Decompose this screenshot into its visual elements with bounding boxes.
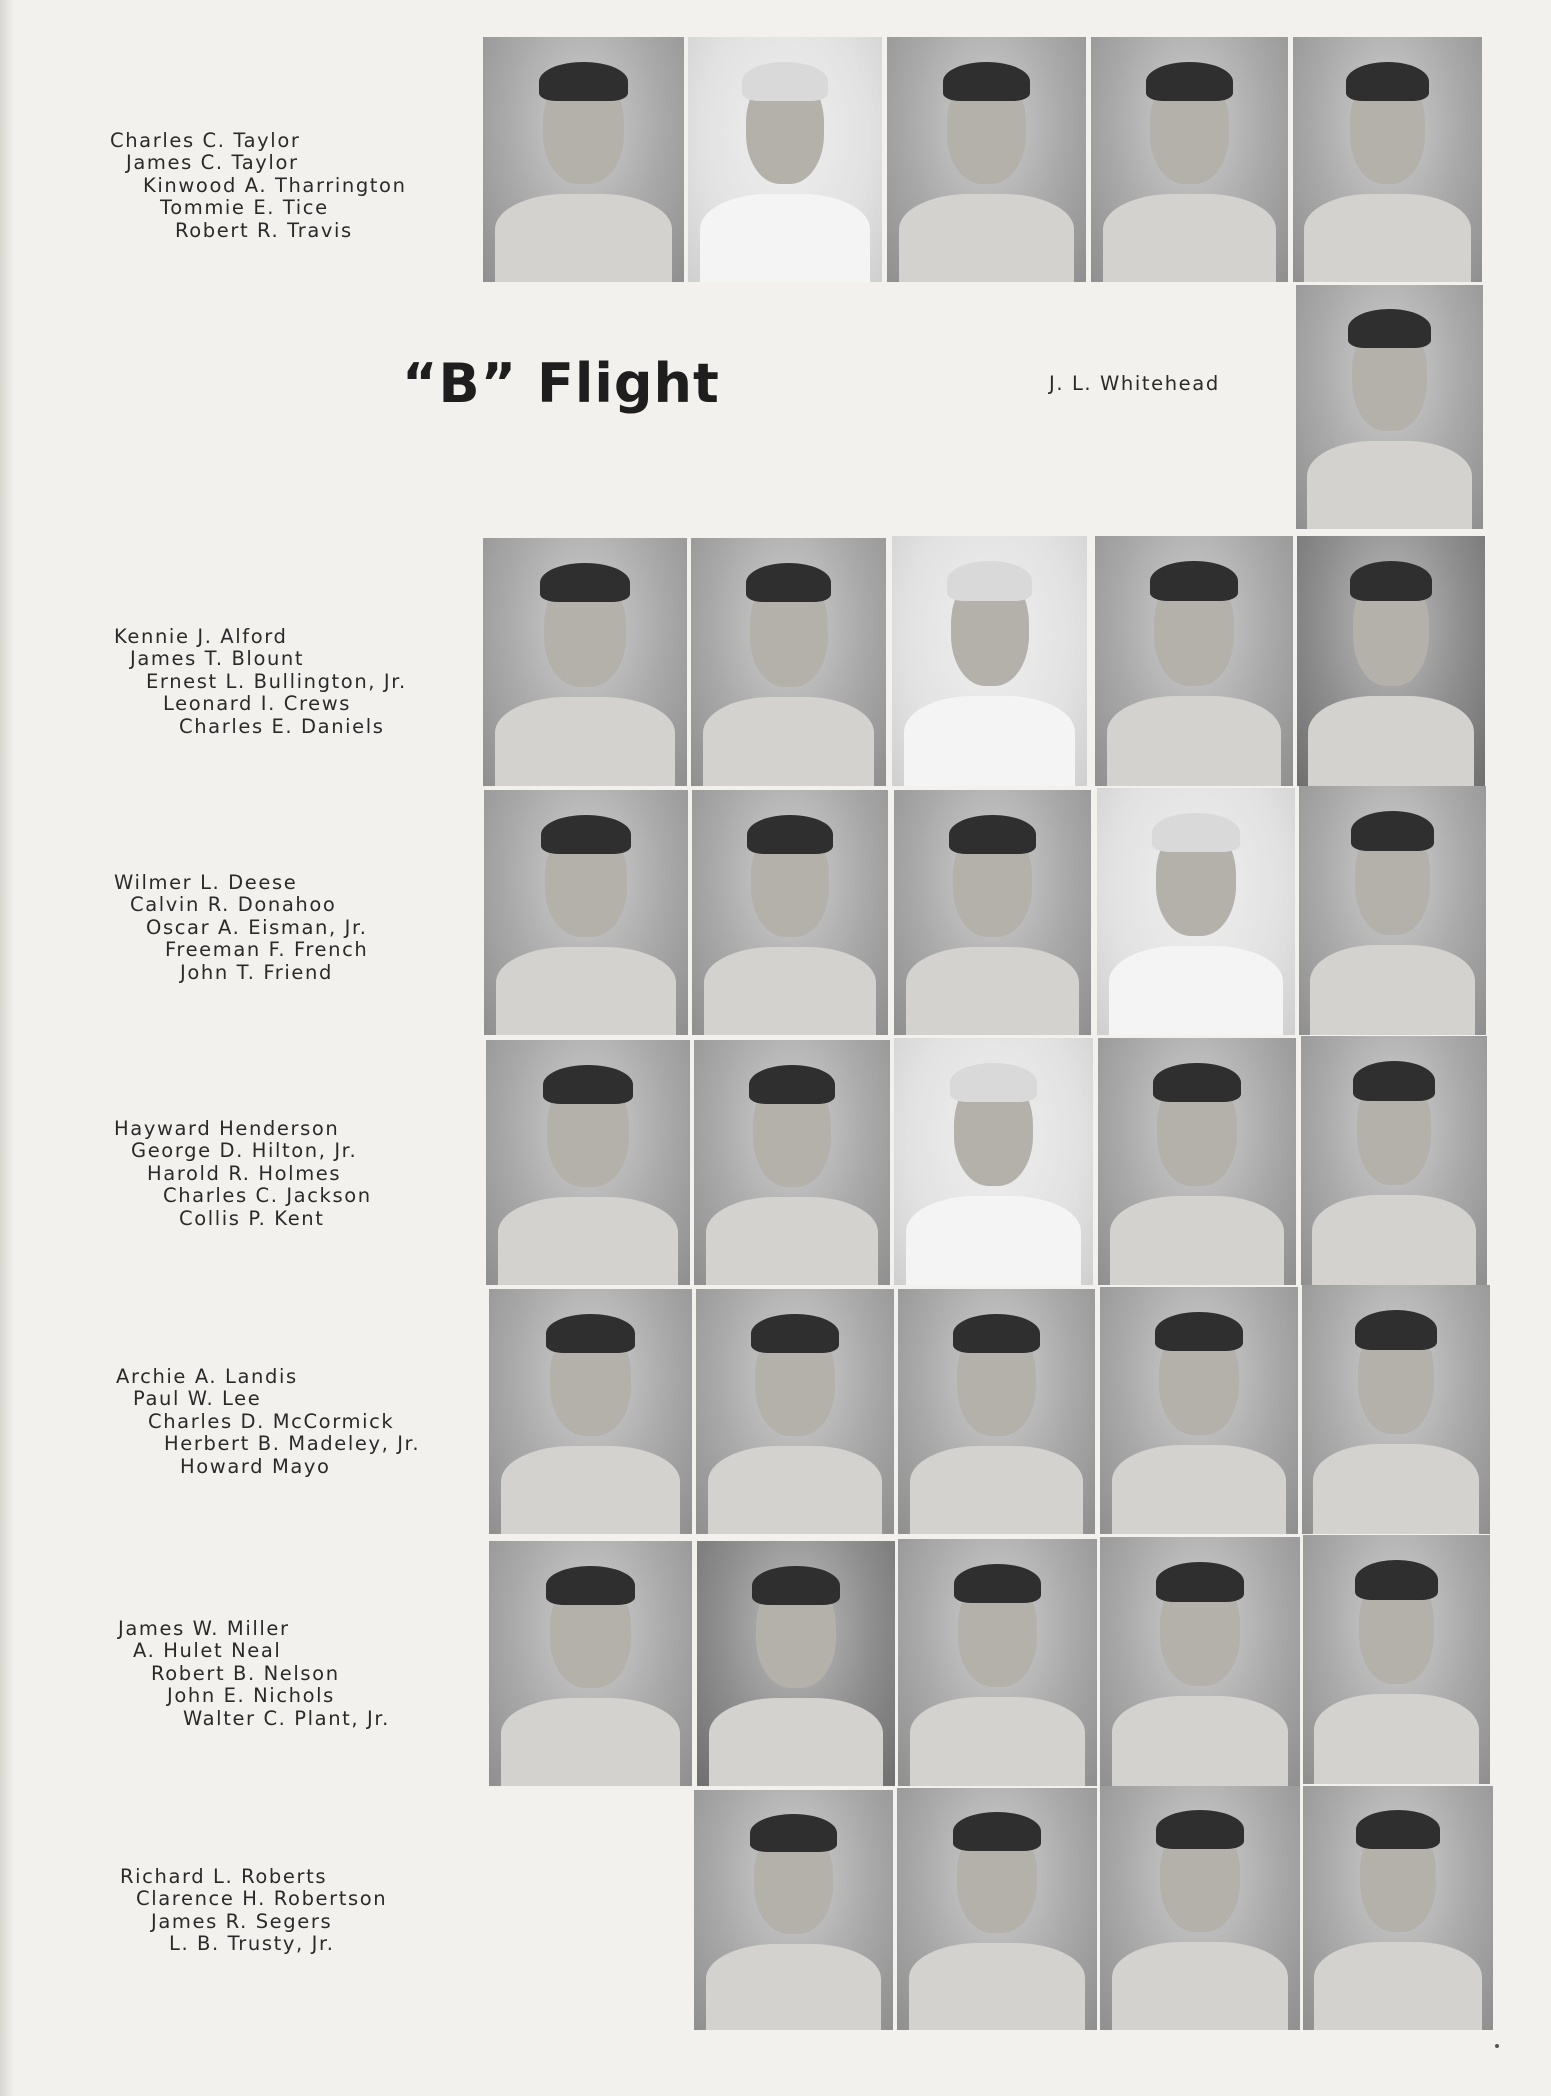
portrait-photo xyxy=(1303,1786,1493,2030)
name-entry: Kinwood A. Tharrington xyxy=(143,173,407,197)
name-entry: Tommie E. Tice xyxy=(160,196,329,220)
name-entry: John E. Nichols xyxy=(167,1684,335,1708)
portrait-photo xyxy=(484,790,688,1035)
portrait-photo xyxy=(1098,1038,1296,1285)
name-entry: A. Hulet Neal xyxy=(133,1639,282,1663)
portrait-photo xyxy=(1091,37,1288,282)
name-entry: Leonard I. Crews xyxy=(163,692,352,716)
portrait-photo xyxy=(1293,37,1482,282)
portrait-photo xyxy=(489,1541,692,1786)
portrait-photo xyxy=(898,1539,1097,1786)
name-entry: Robert R. Travis xyxy=(175,218,353,242)
name-entry: Collis P. Kent xyxy=(179,1206,325,1230)
portrait-photo xyxy=(694,1040,890,1285)
portrait-photo xyxy=(1100,1786,1300,2030)
portrait-photo xyxy=(489,1289,692,1534)
print-speck xyxy=(1495,2044,1499,2048)
name-entry: John T. Friend xyxy=(180,960,333,984)
name-entry: Herbert B. Madeley, Jr. xyxy=(164,1432,421,1456)
portrait-photo xyxy=(691,538,886,786)
portrait-photo xyxy=(486,1040,690,1285)
portrait-photo xyxy=(688,37,882,282)
portrait-photo xyxy=(1297,536,1485,786)
name-list-roberts-trusty xyxy=(120,1866,387,1956)
name-entry: Charles E. Daniels xyxy=(179,714,385,738)
name-entry: Harold R. Holmes xyxy=(147,1161,342,1185)
portrait-photo xyxy=(1100,1537,1300,1786)
name-entry: Oscar A. Eisman, Jr. xyxy=(146,915,368,939)
name-entry: Archie A. Landis xyxy=(116,1365,298,1388)
name-entry: James W. Miller xyxy=(118,1617,290,1640)
name-entry: Kennie J. Alford xyxy=(114,625,288,648)
portrait-photo xyxy=(1097,788,1295,1035)
portrait-photo xyxy=(692,790,888,1035)
portrait-photo xyxy=(696,1289,894,1534)
portrait-photo xyxy=(1303,1535,1490,1784)
name-entry: Ernest L. Bullington, Jr. xyxy=(146,669,407,693)
flight-leader-name: J. L. Whitehead xyxy=(1049,372,1220,395)
name-list-landis-mayo xyxy=(116,1366,420,1478)
name-entry: James T. Blount xyxy=(130,647,305,671)
portrait-photo xyxy=(1100,1287,1298,1534)
portrait-photo xyxy=(694,1790,893,2030)
name-entry: Charles D. McCormick xyxy=(148,1409,395,1433)
name-list-henderson-kent xyxy=(114,1118,372,1230)
name-list-miller-plant xyxy=(118,1618,390,1730)
portrait-photo xyxy=(483,538,687,786)
name-list-deese-friend xyxy=(114,872,368,984)
name-list-alford-daniels xyxy=(114,626,407,738)
name-entry: James C. Taylor xyxy=(126,151,299,175)
name-entry: Hayward Henderson xyxy=(114,1117,340,1140)
portrait-photo xyxy=(894,1038,1093,1285)
name-entry: Paul W. Lee xyxy=(133,1387,262,1411)
name-entry: L. B. Trusty, Jr. xyxy=(169,1932,335,1956)
name-entry: Robert B. Nelson xyxy=(151,1661,340,1685)
name-entry: Clarence H. Robertson xyxy=(136,1887,388,1911)
portrait-photo xyxy=(1095,536,1293,786)
portrait-photo xyxy=(1299,786,1486,1035)
section-title: “B” Flight xyxy=(402,352,720,415)
name-entry: Freeman F. French xyxy=(165,938,369,962)
portrait-photo xyxy=(897,1788,1097,2030)
portrait-photo xyxy=(1302,1285,1490,1534)
portrait-photo-leader xyxy=(1296,285,1483,529)
portrait-photo xyxy=(887,37,1086,282)
portrait-photo xyxy=(894,790,1091,1035)
portrait-photo xyxy=(483,37,684,282)
name-entry: James R. Segers xyxy=(151,1909,333,1933)
name-entry: Wilmer L. Deese xyxy=(114,871,298,894)
name-entry: Walter C. Plant, Jr. xyxy=(183,1706,390,1730)
portrait-photo xyxy=(898,1289,1095,1534)
name-list-taylor-travis xyxy=(110,130,407,242)
page-binding-edge xyxy=(0,0,14,2096)
portrait-photo xyxy=(697,1541,895,1786)
portrait-photo xyxy=(892,536,1087,786)
name-entry: George D. Hilton, Jr. xyxy=(131,1139,358,1163)
portrait-photo xyxy=(1301,1036,1487,1285)
name-entry: Charles C. Jackson xyxy=(163,1184,372,1208)
name-entry: Howard Mayo xyxy=(180,1454,331,1478)
name-entry: Richard L. Roberts xyxy=(120,1865,328,1888)
name-entry: Calvin R. Donahoo xyxy=(130,893,337,917)
name-entry: Charles C. Taylor xyxy=(110,129,301,152)
